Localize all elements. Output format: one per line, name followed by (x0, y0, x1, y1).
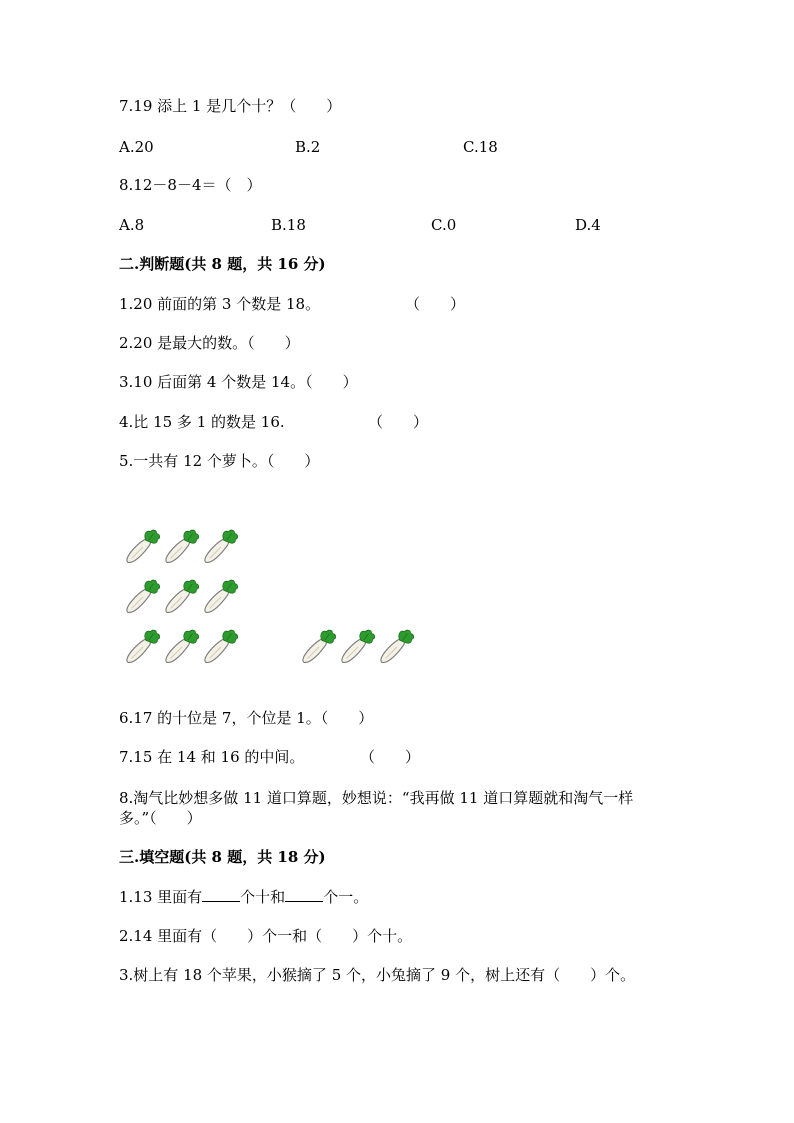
judge-q3-text: 3.10 后面第 4 个数是 14。（ ） (119, 373, 358, 391)
fill-q1-part-a: 1.13 里面有 (119, 888, 203, 906)
radish-image (161, 577, 201, 617)
radish-image (122, 627, 162, 667)
radish-image (122, 577, 162, 617)
choice-q7-option-a: A.20 (119, 138, 154, 156)
choice-q8-text: 8.12－8－4＝（ ） (119, 176, 262, 194)
judge-q8-line2: 多。”（ ） (119, 809, 202, 827)
radish-image (161, 527, 201, 567)
radish-image (298, 627, 338, 667)
judge-q2-text: 2.20 是最大的数。（ ） (119, 334, 300, 352)
fill-q1-part-b: 个十和 (240, 888, 286, 906)
fill-heading: 三.填空题(共 8 题，共 18 分) (119, 848, 326, 866)
judge-q4-text: 4.比 15 多 1 的数是 16. (119, 413, 285, 431)
choice-q8-option-a: A.8 (119, 216, 145, 234)
radish-image (122, 527, 162, 567)
fill-q2-text: 2.14 里面有（ ）个一和（ ）个十。 (119, 927, 413, 945)
judge-q4-paren: （ ） (368, 413, 429, 431)
radish-image (200, 527, 240, 567)
choice-q8-option-b: B.18 (271, 216, 306, 234)
radish-image (161, 627, 201, 667)
judge-q1-text: 1.20 前面的第 3 个数是 18。 (119, 295, 321, 313)
judge-q1 (119, 294, 320, 314)
fill-q1 (119, 887, 368, 907)
fill-q3-text: 3.树上有 18 个苹果，小猴摘了 5 个，小兔摘了 9 个，树上还有（ ）个。 (119, 966, 636, 984)
judge-heading: 二.判断题(共 8 题，共 16 分) (119, 255, 326, 273)
radish-image (337, 627, 377, 667)
fill-q1-blank-tens[interactable] (202, 887, 240, 902)
radish-image (200, 577, 240, 617)
judge-q1-paren: （ ） (405, 295, 466, 313)
fill-q1-blank-ones[interactable] (285, 887, 323, 902)
judge-q7-paren: （ ） (360, 748, 421, 766)
judge-q5-text: 5.一共有 12 个萝卜。（ ） (119, 452, 320, 470)
choice-q7-text: 7.19 添上 1 是几个十？（ ） (119, 97, 342, 115)
choice-q8-option-d: D.4 (575, 216, 601, 234)
choice-q7-option-b: B.2 (295, 138, 321, 156)
choice-q8-option-c: C.0 (431, 216, 457, 234)
radish-image (200, 627, 240, 667)
choice-q7-option-c: C.18 (463, 138, 498, 156)
fill-q1-part-c: 个一。 (323, 888, 369, 906)
judge-q8-line1: 8.淘气比妙想多做 11 道口算题，妙想说：“我再做 11 道口算题就和淘气一样 (119, 789, 634, 807)
radish-image (376, 627, 416, 667)
judge-q6-text: 6.17 的十位是 7，个位是 1。（ ） (119, 709, 374, 727)
judge-q7-text: 7.15 在 14 和 16 的中间。 (119, 748, 305, 766)
